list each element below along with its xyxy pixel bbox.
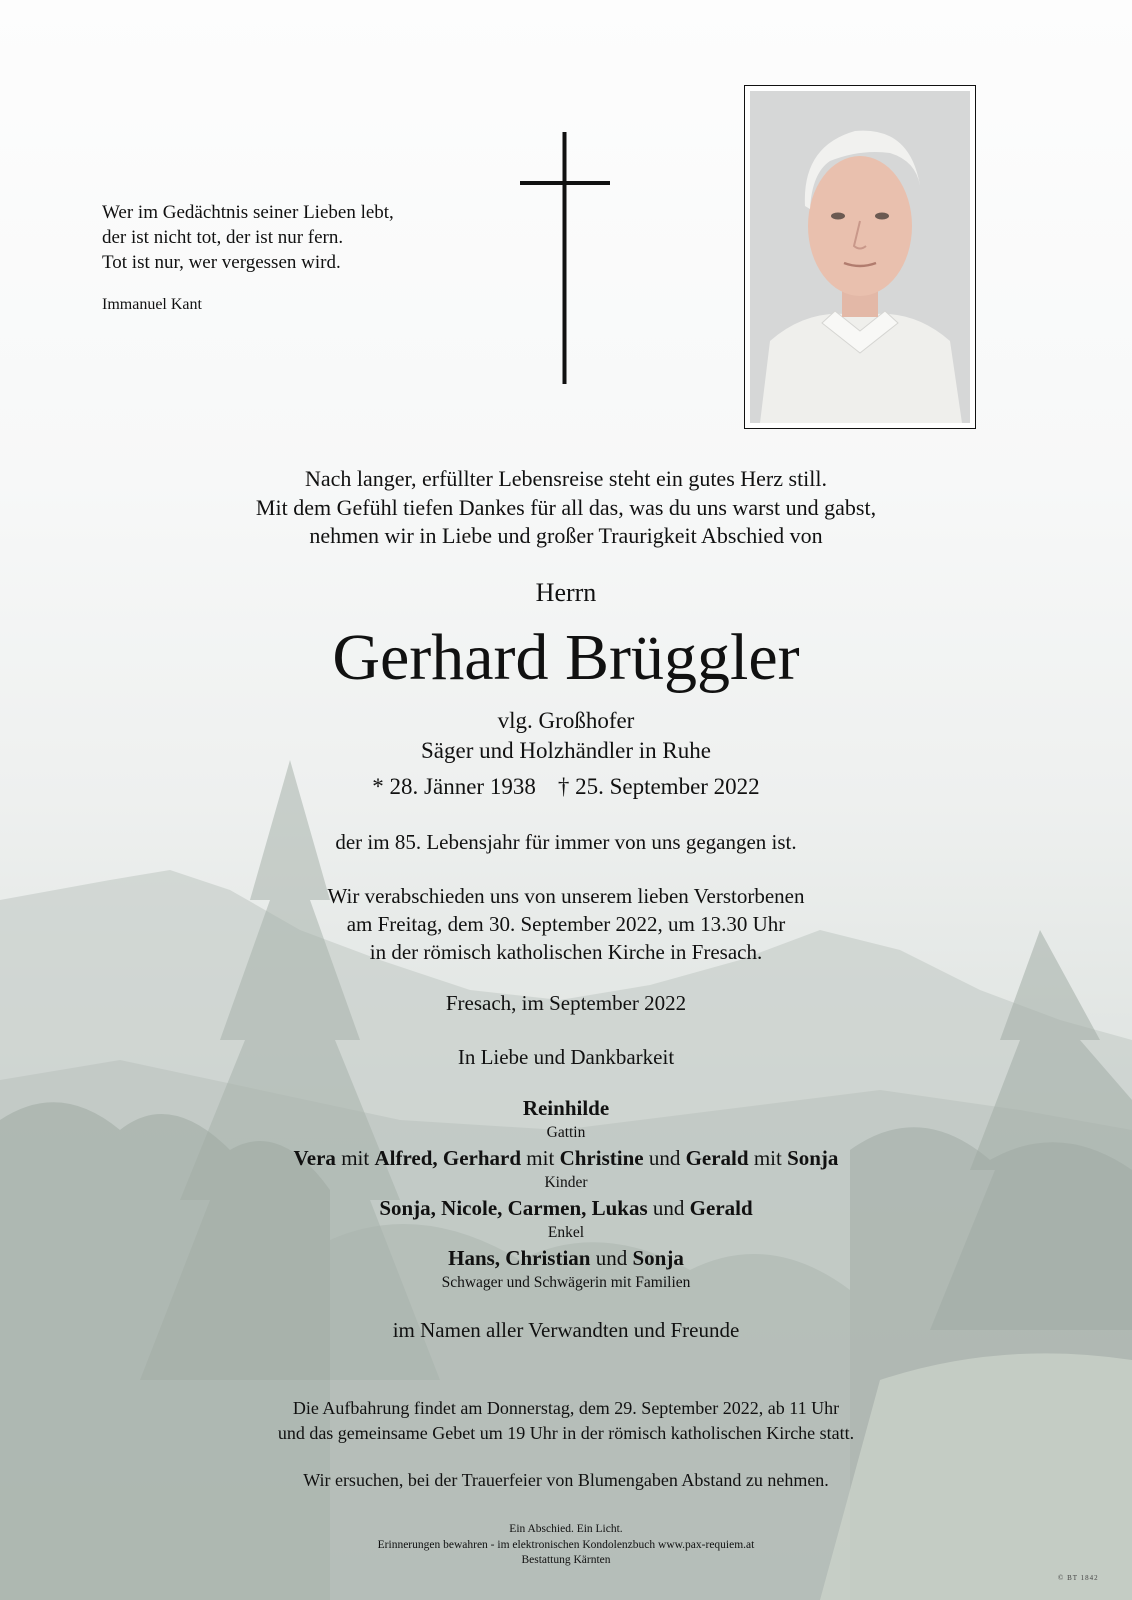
connector: und <box>590 1246 633 1270</box>
connector: mit <box>521 1146 560 1170</box>
ceremony-text <box>0 882 1132 966</box>
child-name: Sonja <box>787 1146 839 1170</box>
place-date: Fresach, im September 2022 <box>445 991 687 1015</box>
deceased-name: Gerhard Brüggler <box>332 621 800 694</box>
viewing-info <box>0 1396 1132 1446</box>
quote-author: Immanuel Kant <box>102 296 202 313</box>
sibling-in-law-name: Sonja <box>632 1246 684 1270</box>
spouse-role: Gattin <box>546 1124 586 1141</box>
quote-line: der ist nicht tot, der ist nur fern. <box>102 227 344 248</box>
viewing-line: und das gemeinsame Gebet um 19 Uhr in der römisch katholischen Kirche statt. <box>277 1423 855 1443</box>
eye-right <box>875 213 889 220</box>
sibling-in-law-names: Hans, Christian <box>448 1246 591 1270</box>
footer <box>0 1522 1132 1569</box>
spouse-name-text: Reinhilde <box>522 1096 610 1120</box>
spouse-name <box>0 1095 1132 1121</box>
connector: mit <box>335 1146 375 1170</box>
flowers-note: Wir ersuchen, bei der Trauerfeier von Blumengaben Abstand zu nehmen. <box>303 1470 829 1490</box>
footer-condolence-line: Erinnerungen bewahren - im elektronischen Kondolenzbuch www.pax-requiem.at <box>377 1538 755 1551</box>
child-name: Gerald <box>685 1146 749 1170</box>
grandchild-names: Sonja, Nicole, Carmen, Lukas <box>379 1196 648 1220</box>
face <box>808 156 912 296</box>
quote-block <box>102 200 394 275</box>
connector: und <box>643 1146 686 1170</box>
house-name: vlg. Großhofer <box>497 708 635 733</box>
birth-date: * 28. Jänner 1938 <box>372 774 536 799</box>
intro-text <box>0 465 1132 551</box>
intro-line: Mit dem Gefühl tiefen Dankes für all das, was du uns warst und gabst, <box>255 494 877 520</box>
love-line: In Liebe und Dankbarkeit <box>457 1045 675 1069</box>
connector: und <box>647 1196 690 1220</box>
names-line: im Namen aller Verwandten und Freunde <box>392 1318 740 1342</box>
cross-icon <box>520 132 610 384</box>
profession: Säger und Holzhändler in Ruhe <box>421 738 711 763</box>
grandchildren-role: Enkel <box>547 1224 585 1241</box>
printer-mark: © BT 1842 <box>1058 1574 1099 1582</box>
death-date: † 25. September 2022 <box>557 774 760 799</box>
grandchildren-names <box>0 1195 1132 1221</box>
siblings-in-law-names <box>0 1245 1132 1271</box>
age-line: der im 85. Lebensjahr für immer von uns gegangen ist. <box>335 830 797 854</box>
ceremony-line: Wir verabschieden uns von unserem lieben Verstorbenen <box>327 884 805 908</box>
portrait-frame <box>744 85 976 429</box>
eye-left <box>831 213 845 220</box>
ceremony-line: am Freitag, dem 30. September 2022, um 13.30 Uhr <box>346 912 786 936</box>
connector: mit <box>748 1146 788 1170</box>
children-names <box>0 1145 1132 1171</box>
children-role: Kinder <box>544 1174 588 1191</box>
life-dates <box>0 774 1132 800</box>
footer-slogan: Ein Abschied. Ein Licht. <box>509 1523 623 1535</box>
deceased-details <box>0 706 1132 766</box>
child-name: Christine <box>559 1146 644 1170</box>
portrait-photo <box>750 91 970 423</box>
salutation: Herrn <box>535 578 597 607</box>
family-list <box>0 1095 1132 1295</box>
viewing-line: Die Aufbahrung findet am Donnerstag, dem 29. September 2022, ab 11 Uhr <box>292 1398 840 1418</box>
child-name: Vera <box>293 1146 336 1170</box>
grandchild-name: Gerald <box>689 1196 753 1220</box>
intro-line: nehmen wir in Liebe und großer Traurigkeit Abschied von <box>309 523 823 548</box>
intro-line: Nach langer, erfüllter Lebensreise steht ein gutes Herz still. <box>304 466 828 491</box>
quote-line: Tot ist nur, wer vergessen wird. <box>102 252 341 273</box>
footer-company: Bestattung Kärnten <box>521 1554 611 1566</box>
siblings-in-law-role: Schwager und Schwägerin mit Familien <box>441 1274 691 1291</box>
child-name: Alfred, Gerhard <box>374 1146 522 1170</box>
ceremony-line: in der römisch katholischen Kirche in Fresach. <box>369 940 763 964</box>
quote-line: Wer im Gedächtnis seiner Lieben lebt, <box>102 202 394 223</box>
